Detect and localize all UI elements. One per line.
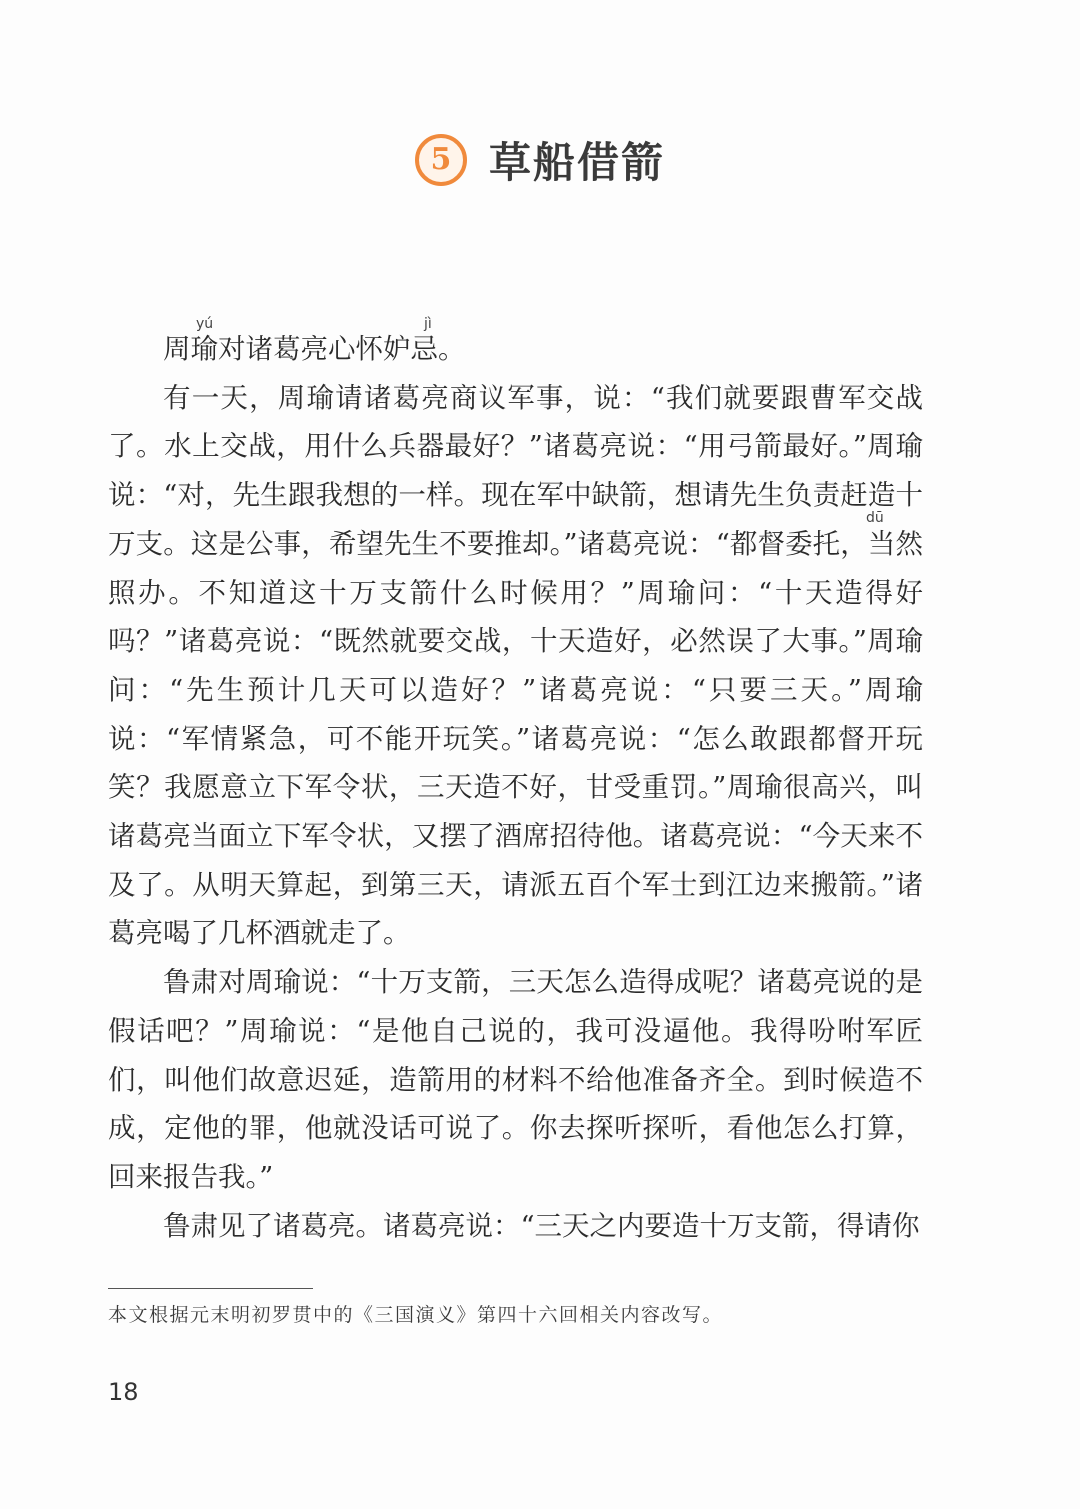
paragraph: 周瑜对诸葛亮心怀妒忌。	[163, 333, 466, 365]
lesson-number: 5	[430, 142, 452, 177]
lesson-body	[108, 325, 923, 1250]
pinyin-annotation: yú	[196, 316, 214, 332]
footnote-divider	[108, 1288, 313, 1289]
pinyin-annotation: dū	[866, 510, 884, 526]
pinyin-annotation: jì	[424, 316, 432, 332]
paragraph: 鲁肃见了诸葛亮。诸葛亮说：“三天之内要造十万支箭，得请你	[163, 1209, 920, 1242]
page-number: 18	[108, 1378, 139, 1406]
footnote: 本文根据元末明初罗贯中的《三国演义》第四十六回相关内容改写。	[108, 1304, 724, 1326]
paragraph: 鲁肃对周瑜说：“十万支箭，三天怎么造得成呢？诸葛亮说的是假话吧？”周瑜说：“是他自己说的，我可没逼他。我得吩咐军匠们，叫他们故意迟延，造箭用的材料不给他准备齐全。到时候造不成，定他的罪，他就没话可说了。你去探听探听，看他怎么打算，回来报告我。”	[108, 966, 923, 1193]
lesson-number-badge	[415, 134, 467, 186]
lesson-title: 草船借箭	[488, 138, 665, 187]
paragraph: 有一天，周瑜请诸葛亮商议军事，说：“我们就要跟曹军交战了。水上交战，用什么兵器最好？”诸葛亮说：“用弓箭最好。”周瑜说：“对，先生跟我想的一样。现在军中缺箭，想请先生负责赶造十万支。这是公事，希望先生不要推却。”诸葛亮说：“都督委托，当然照办。不知道这十万支箭什么时候用？”周瑜问：“十天造得好吗？”诸葛亮说：“既然就要交战，十天造好，必然误了大事。”周瑜问：“先生预计几天可以造好？”诸葛亮说：“只要三天。”周瑜说：“军情紧急，可不能开玩笑。”诸葛亮说：“怎么敢跟都督开玩笑？我愿意立下军令状，三天造不好，甘受重罚。”周瑜很高兴，叫诸葛亮当面立下军令状，又摆了酒席招待他。诸葛亮说：“今天来不及了。从明天算起，到第三天，请派五百个军士到江边来搬箭。”诸葛亮喝了几杯酒就走了。	[108, 381, 923, 950]
lesson-heading	[0, 128, 1080, 192]
